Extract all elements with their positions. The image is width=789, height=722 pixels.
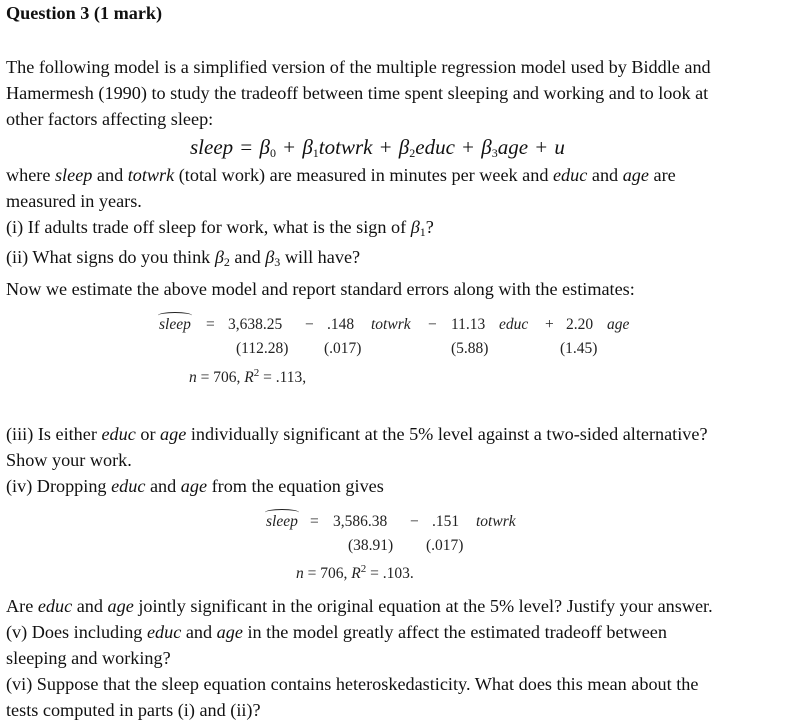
question-i-text: (i) If adults trade off sleep for work, what is the sign of [6, 217, 411, 237]
est1-var-age: age [607, 316, 630, 333]
model-beta0-sub: 0 [269, 146, 276, 160]
est2-intercept: 3,586.38 [333, 513, 388, 530]
est2-sleep-hat: sleep [266, 513, 298, 530]
est1-n-text: = 706, [196, 369, 245, 386]
model-beta2-sub: 2 [409, 146, 416, 160]
model-plus-4: + [535, 135, 548, 159]
question-vi-line-1: (vi) Suppose that the sleep equation contains heteroskedasticity. What does this mean about the [6, 674, 699, 694]
question-iv-b-age: age [107, 596, 134, 616]
est1-minus-1: − [305, 316, 314, 333]
where-text-5: are [648, 165, 676, 185]
question-v-text-3: in the model greatly affect the estimated tradeoff between [242, 622, 667, 642]
where-text-4: and [587, 165, 623, 185]
question-iii-line-2: Show your work. [6, 450, 132, 470]
est1-var-educ: educ [499, 316, 529, 333]
est2-n: n [296, 565, 304, 582]
question-iv-b-text-3: jointly significant in the original equation at the 5% level? Justify your answer. [133, 596, 713, 616]
question-v-line-1 [6, 620, 667, 644]
where-text-1: where [6, 165, 55, 185]
question-iii-age: age [160, 424, 187, 444]
est1-coef-educ: 11.13 [451, 316, 486, 333]
where-sleep: sleep [54, 165, 93, 185]
est2-r: R [351, 565, 361, 582]
question-i-beta: β [410, 217, 420, 237]
question-iv-age: age [180, 476, 208, 496]
model-beta0: β [259, 135, 270, 159]
intro-line-1: The following model is a simplified version of the multiple regression model used by Biddle and [6, 57, 711, 77]
est2-n-text: = 706, [303, 565, 352, 582]
estimation-intro: Now we estimate the above model and report standard errors along with the estimates: [6, 279, 635, 299]
question-iii-text-2: or [135, 424, 161, 444]
est2-var-totwrk: totwrk [476, 513, 516, 530]
where-text-3: (total work) are measured in minutes per week and [174, 165, 553, 185]
model-beta1-sub: 1 [312, 146, 319, 160]
model-beta3: β [481, 135, 492, 159]
est2-minus: − [410, 513, 419, 530]
est1-se-age: (1.45) [560, 340, 598, 357]
est1-se-educ: (5.88) [451, 340, 489, 357]
est2-r-sup: 2 [360, 563, 367, 575]
model-eq: = [240, 135, 253, 159]
question-v-educ: educ [146, 622, 182, 642]
model-plus-3: + [462, 135, 475, 159]
question-ii-beta2: β [214, 247, 224, 267]
model-error: u [554, 135, 565, 159]
question-iii-text-3: individually significant at the 5% level against a two-sided alternative? [186, 424, 708, 444]
question-ii-and: and [229, 247, 266, 267]
est1-n: n [189, 369, 197, 386]
where-totwrk: totwrk [127, 165, 175, 185]
question-iv-b-text-2: and [72, 596, 108, 616]
question-iv-educ: educ [111, 476, 146, 496]
question-i-end: ? [425, 217, 434, 237]
question-iv-b-text-1: Are [6, 596, 38, 616]
question-iv-b [6, 594, 713, 618]
question-ii-beta3-sub: 3 [274, 255, 281, 269]
question-iii-educ: educ [101, 424, 136, 444]
where-text-2: and [92, 165, 128, 185]
intro-line-3: other factors affecting sleep: [6, 109, 214, 129]
est1-se-totwrk: (.017) [324, 340, 362, 357]
est1-r-sup: 2 [253, 367, 260, 379]
est1-coef-age: 2.20 [566, 316, 594, 333]
est2-coef-totwrk: .151 [432, 513, 460, 530]
model-plus-2: + [379, 135, 392, 159]
question-ii-end: will have? [280, 247, 361, 267]
model-beta2: β [398, 135, 410, 159]
est1-r: R [244, 369, 254, 386]
est2-r-text: = .103. [366, 565, 414, 582]
question-iv-b-educ: educ [37, 596, 73, 616]
question-iv-text-3: from the equation gives [207, 476, 384, 496]
where-educ: educ [552, 165, 588, 185]
model-var-age: age [497, 135, 529, 159]
est1-minus-2: − [428, 316, 437, 333]
question-ii-beta3: β [265, 247, 275, 267]
where-line-2: measured in years. [6, 191, 142, 211]
est1-intercept: 3,638.25 [228, 316, 283, 333]
model-beta3-sub: 3 [491, 146, 498, 160]
question-iv-text-2: and [145, 476, 181, 496]
est1-eq: = [206, 316, 215, 333]
question-iii-text-1: (iii) Is either [6, 424, 102, 444]
est1-plus: + [545, 316, 554, 333]
est1-sleep-hat: sleep [159, 316, 191, 333]
question-ii-beta2-sub: 2 [223, 255, 230, 269]
question-vi-line-2: tests computed in parts (i) and (ii)? [6, 700, 261, 720]
question-v-text-1: (v) Does including [6, 622, 147, 642]
model-var-totwrk: totwrk [318, 135, 373, 159]
est2-se-totwrk: (.017) [426, 537, 464, 554]
question-v-age: age [216, 622, 243, 642]
question-title: Question 3 (1 mark) [6, 3, 163, 23]
question-iv-text-1: (iv) Dropping [6, 476, 112, 496]
question-i-beta-sub: 1 [419, 225, 426, 239]
est1-r-text: = .113, [259, 369, 307, 386]
est1-var-totwrk: totwrk [371, 316, 411, 333]
question-v-text-2: and [181, 622, 217, 642]
where-age: age [622, 165, 649, 185]
intro-line-2: Hamermesh (1990) to study the tradeoff between time spent sleeping and working and to look at [6, 83, 709, 103]
question-ii-text: (ii) What signs do you think [6, 247, 215, 267]
est2-stats [296, 564, 414, 584]
question-v-line-2: sleeping and working? [6, 648, 171, 668]
model-lhs: sleep [190, 135, 234, 159]
est2-eq: = [310, 513, 319, 530]
est2-se-intercept: (38.91) [348, 537, 394, 554]
model-var-educ: educ [415, 135, 455, 159]
model-plus-1: + [283, 135, 296, 159]
est1-se-intercept: (112.28) [236, 340, 289, 357]
est1-coef-totwrk: .148 [327, 316, 355, 333]
model-beta1: β [302, 135, 313, 159]
